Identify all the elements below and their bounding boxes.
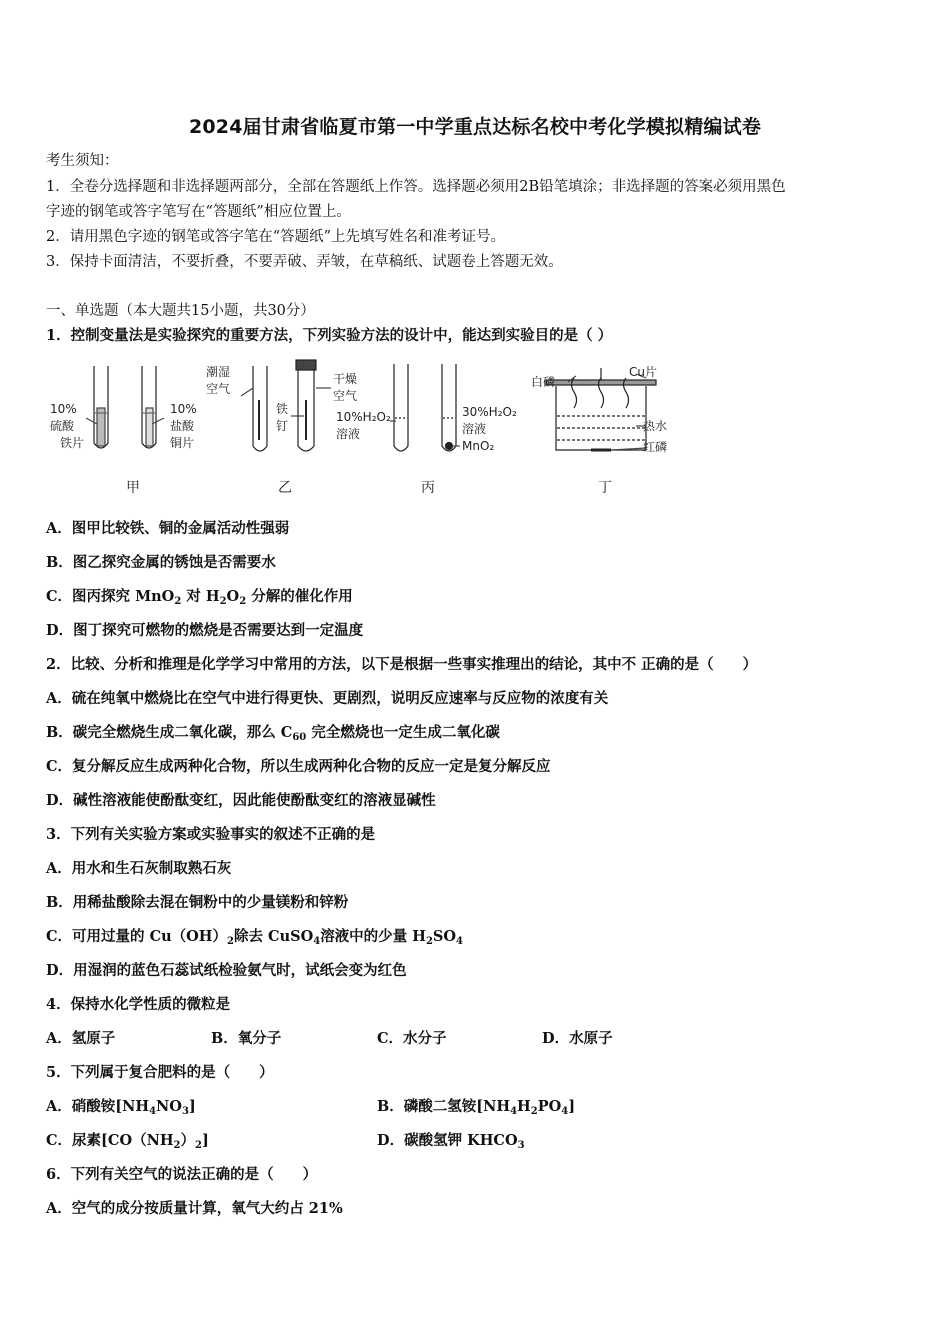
caption-yi: 乙 [278, 480, 292, 496]
q5-option-a: A．硝酸铵$[NH_4NO_3]$ [46, 1098, 196, 1117]
q5-option-c: C．尿素$[CO(NH_2)_2]$ [46, 1132, 209, 1151]
q2-option-d: D．碱性溶液能使酚酞变红，因此能使酚酞变红的溶液显碱性 [46, 792, 436, 809]
q4-option-c: C．水分子 [377, 1030, 447, 1047]
figure-bing [390, 364, 460, 451]
q4-option-d: D．水原子 [542, 1030, 613, 1047]
q2-stem: 2．比较、分析和推理是化学学习中常用的方法，以下是根据一些事实推理出的结论，其中不 正确的是（ ） [46, 656, 758, 673]
label-bing-solution-2: 溶液 [462, 422, 487, 436]
q1-option-d: D．图丁探究可燃物的燃烧是否需要达到一定温度 [46, 622, 364, 639]
label-bing-h2o2-30: 30%H₂O₂ [462, 405, 517, 419]
q2-option-c: C．复分解反应生成两种化合物，所以生成两种化合物的反应一定是复分解反应 [46, 758, 551, 775]
notice-item-2: 2．请用黑色字迹的钢笔或答字笔在“答题纸”上先填写姓名和准考证号。 [46, 229, 506, 245]
label-yi-humid: 潮湿 [206, 365, 231, 379]
exam-title: 2024届甘肃省临夏市第一中学重点达标名校中考化学模拟精编试卷 [188, 116, 762, 138]
label-jia-10pct-1: 10% [50, 402, 77, 416]
caption-bing: 丙 [421, 480, 435, 496]
figure-ding [546, 368, 656, 450]
label-ding-red-p: 红磷 [643, 440, 668, 454]
label-yi-nail: 钉 [276, 419, 289, 433]
q6-stem: 6．下列有关空气的说法正确的是（ ） [46, 1166, 318, 1183]
q4-option-b: B．氧分子 [211, 1030, 282, 1047]
label-bing-mno2: MnO₂ [462, 439, 495, 453]
q6-option-a: A．空气的成分按质量计算，氧气大约占 21% [46, 1200, 343, 1217]
q4-option-a: A．氢原子 [46, 1030, 116, 1047]
notice-item-1-cont: 字迹的钢笔或答字笔写在“答题纸”相应位置上。 [46, 204, 351, 220]
section-heading: 一、单选题（本大题共15小题，共30分） [46, 303, 315, 319]
q3-stem: 3．下列有关实验方案或实验事实的叙述不正确的是 [46, 826, 376, 843]
copper-sheet [146, 408, 153, 446]
q1-stem: 1．控制变量法是实验探究的重要方法，下列实验方法的设计中，能达到实验目的是（ ） [46, 327, 613, 344]
label-yi-iron: 铁 [276, 402, 289, 416]
q3-option-d: D．用湿润的蓝色石蕊试纸检验氨气时，试纸会变为红色 [46, 962, 407, 979]
label-yi-dry: 干燥 [333, 372, 358, 386]
q3-option-c: C．可用过量的 $Cu(OH)_2$除去 CuSO$_4$溶液中的少量 $H_2SO_4$ [46, 928, 463, 947]
q5-option-b: B．磷酸二氢铵$[NH_4H_2PO_4]$ [377, 1098, 576, 1117]
iron-sheet [97, 408, 105, 446]
label-yi-air-1: 空气 [206, 382, 231, 396]
label-jia-10pct-2: 10% [170, 402, 197, 416]
q1-option-a: A．图甲比较铁、铜的金属活动性强弱 [46, 520, 290, 537]
label-ding-white-p: 白磷 [531, 375, 556, 389]
q5-option-d: D．碳酸氢钾 $KHCO_3$ [377, 1132, 525, 1151]
q2-option-b: B．碳完全燃烧生成二氧化碳，那么 $C_{60}$ 完全燃烧也一定生成二氧化碳 [46, 724, 500, 743]
label-jia-copper: 铜片 [170, 436, 195, 450]
notice-heading: 考生须知： [46, 153, 119, 169]
label-jia-acid-1: 硫酸 [50, 419, 75, 433]
caption-ding: 丁 [598, 480, 612, 496]
q1-option-c: C．图丙探究 MnO$_2$ 对 $H_2O_2$ 分解的催化作用 [46, 588, 353, 607]
notice-item-3: 3．保持卡面清洁，不要折叠，不要弄破、弄皱，在草稿纸、试题卷上答题无效。 [46, 254, 563, 270]
label-jia-iron: 铁片 [60, 436, 85, 450]
caption-jia: 甲 [126, 480, 140, 496]
notice-item-1: 1．全卷分选择题和非选择题两部分，全部在答题纸上作答。选择题必须用2B铅笔填涂；非选择题的答案必须用黑色 [46, 179, 786, 195]
label-jia-acid-2: 盐酸 [170, 419, 195, 433]
label-yi-air-2: 空气 [333, 389, 358, 403]
label-bing-solution-1: 溶液 [336, 427, 361, 441]
q2-option-a: A．硫在纯氧中燃烧比在空气中进行得更快、更剧烈，说明反应速率与反应物的浓度有关 [46, 690, 609, 707]
q5-stem: 5．下列属于复合肥料的是（ ） [46, 1064, 274, 1081]
q3-option-a: A．用水和生石灰制取熟石灰 [46, 860, 232, 877]
figure-jia [86, 366, 164, 448]
label-bing-h2o2-10: 10%H₂O₂ [336, 410, 391, 424]
label-ding-cu: Cu片 [629, 365, 657, 379]
q1-option-b: B．图乙探究金属的锈蚀是否需要水 [46, 554, 276, 571]
q3-option-b: B．用稀盐酸除去混在铜粉中的少量镁粉和锌粉 [46, 894, 349, 911]
experiment-figure [46, 358, 686, 503]
q4-stem: 4．保持水化学性质的微粒是 [46, 996, 231, 1013]
label-ding-hot-water: 热水 [643, 419, 668, 433]
